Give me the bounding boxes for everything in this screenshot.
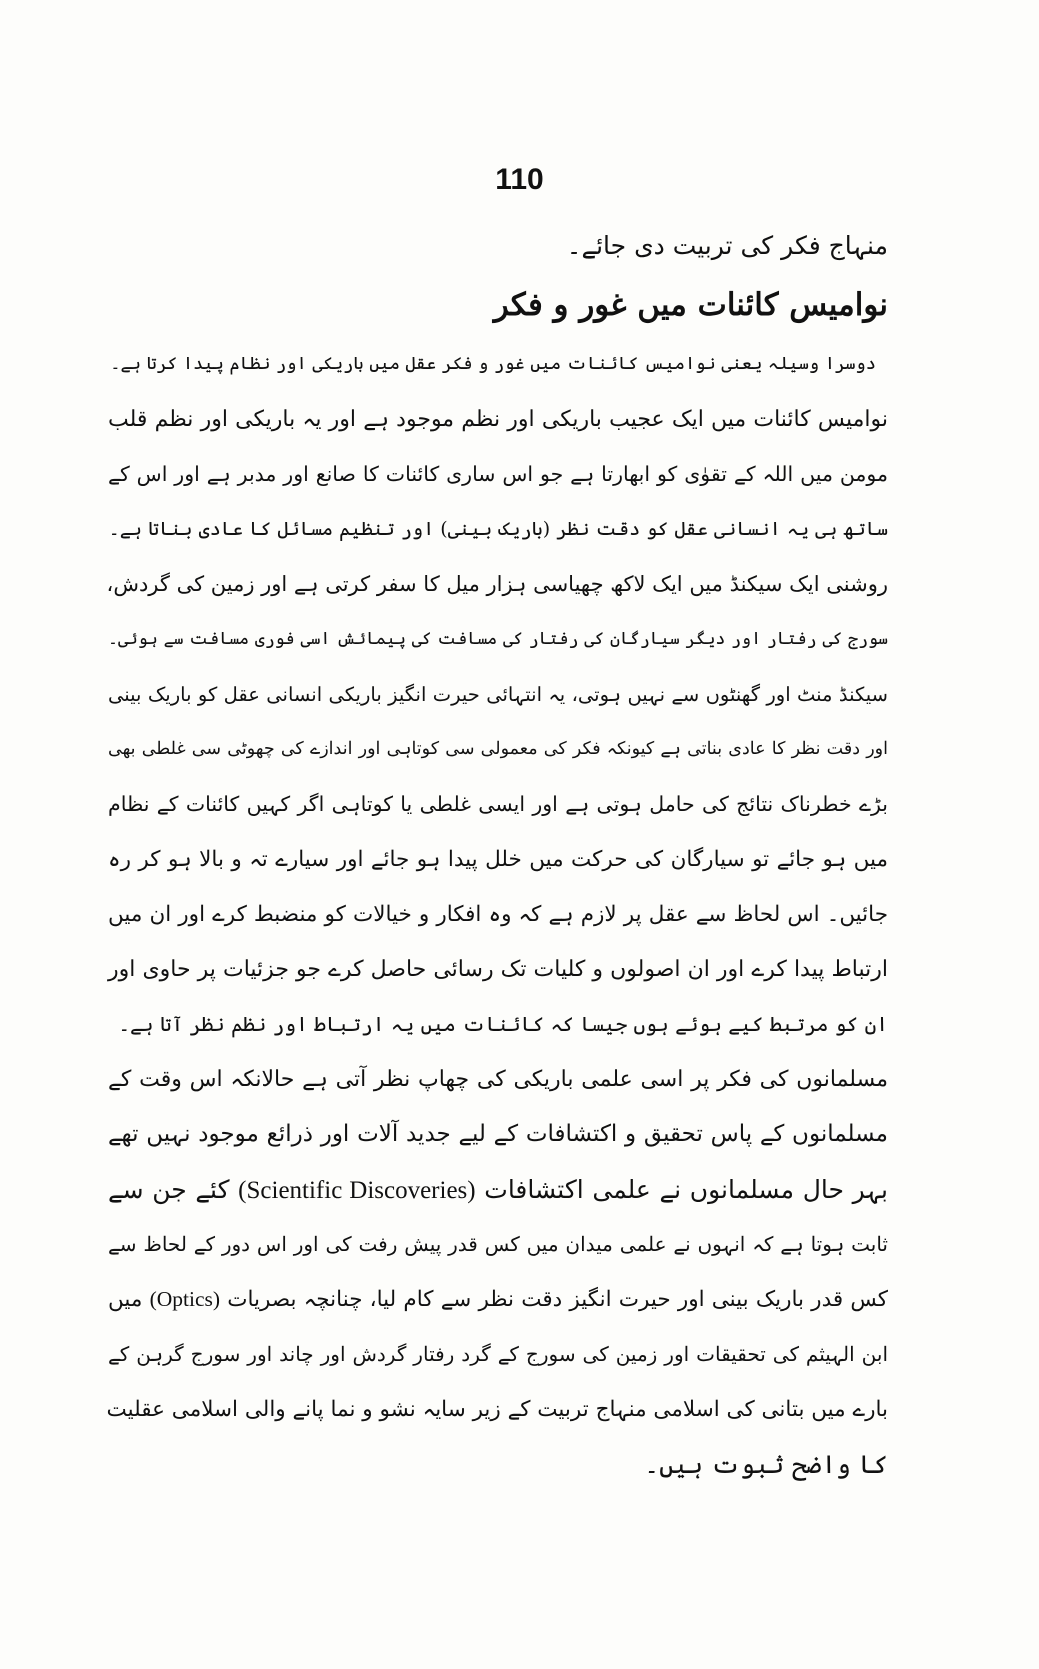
text-line: بڑے خطرناک نتائج کی حامل ہوتی ہے اور ایسی غلطی یا کوتاہی اگر کہیں کائنات کے نظام (108, 792, 888, 816)
text-line: ارتباط پیدا کرے اور ان اصولوں و کلیات تک رسائی حاصل کرے جو جزئیات پر حاوی اور (108, 957, 888, 982)
page-number: 110 (495, 163, 544, 196)
text-line-part: بہر حال مسلمانوں نے علمی اکتشافات (484, 1175, 888, 1204)
text-line: مسلمانوں کے پاس تحقیق و اکتشافات کے لیے جدید آلات اور ذرائع موجود نہیں تھے (108, 1121, 888, 1147)
text-line-mixed (108, 1162, 888, 1217)
text-line: ابن الہیثم کی تحقیقات اور زمین کی سورج کے گرد رفتار گردش اور چاند اور سورج گرہن کے (108, 1342, 888, 1366)
text-line: ان کو مرتبط کیے ہوئے ہوں جیسا کہ کائنات میں یہ ارتباط اور نظم نظر آتا ہے۔ (118, 1012, 888, 1036)
text-line: مومن میں اللہ کے تقوٰی کو ابھارتا ہے جو اس ساری کائنات کا صانع اور مدبر ہے اور اس کے (108, 462, 888, 486)
text-body (108, 218, 888, 1492)
text-line: ثابت ہوتا ہے کہ انہوں نے علمی میدان میں کس قدر پیش رفت کی اور اس دور کے لحاظ سے (108, 1232, 889, 1256)
section-heading: نوامیس کائنات میں غور و فکر (493, 287, 888, 323)
text-line: سیکنڈ منٹ اور گھنٹوں سے نہیں ہوتی، یہ انتہائی حیرت انگیز باریکی انسانی عقل کو باریک بینی (108, 683, 888, 706)
text-line: جائیں۔ اس لحاظ سے عقل پر لازم ہے کہ وہ افکار و خیالات کو منضبط کرے اور ان میں (108, 902, 888, 927)
text-line: سورج کی رفتار اور دیگر سیارگان کی رفتار کی مسافت کی پیمائش اسی فوری مسافت سے ہوئی۔ (108, 629, 888, 649)
text-line: ساتھ ہی یہ انسانی عقل کو دقت نظر (باریک بینی) اور تنظیم مسائل کا عادی بناتا ہے۔ (108, 518, 888, 540)
english-term: (Scientific Discoveries) (238, 1177, 476, 1204)
text-line: منہاج فکر کی تربیت دی جائے۔ (566, 231, 888, 260)
text-line: میں ہو جائے تو سیارگان کی حرکت میں خلل پیدا ہو جائے اور سیارے تہ و بالا ہو کر رہ (108, 847, 888, 872)
text-line: مسلمانوں کی فکر پر اسی علمی باریکی کی چھاپ نظر آتی ہے حالانکہ اس وقت کے (108, 1067, 888, 1092)
text-line-mixed (108, 1272, 888, 1327)
english-term: (Optics) (149, 1287, 221, 1311)
text-line: روشنی ایک سیکنڈ میں ایک لاکھ چھیاسی ہزار میل کا سفر کرتی ہے اور زمین کی گردش، (106, 572, 888, 596)
text-line: دوسرا وسیلہ یعنی نوامیس کائنات میں غور و فکر عقل میں باریکی اور نظام پیدا کرتا ہے۔ (110, 354, 876, 374)
text-line: اور دقت نظر کا عادی بناتی ہے کیونکہ فکر کی معمولی سی کوتاہی اور اندازے کی چھوٹی سی غلطی بھی (108, 739, 888, 759)
text-line: کا واضح ثبوت ہیں۔ (644, 1450, 888, 1479)
text-line-part: کس قدر باریک بینی اور حیرت انگیز دقت نظر سے کام لیا، چنانچہ بصریات (227, 1287, 888, 1312)
text-line-part: کئے جن سے (108, 1175, 230, 1204)
text-line: نوامیس کائنات میں ایک عجیب باریکی اور نظم موجود ہے اور یہ باریکی اور نظم قلب (108, 407, 888, 432)
text-line-part: میں (108, 1287, 143, 1312)
text-line: بارے میں بتانی کی اسلامی منہاج تربیت کے زیر سایہ نشو و نما پانے والی اسلامی عقلیت (106, 1397, 888, 1422)
